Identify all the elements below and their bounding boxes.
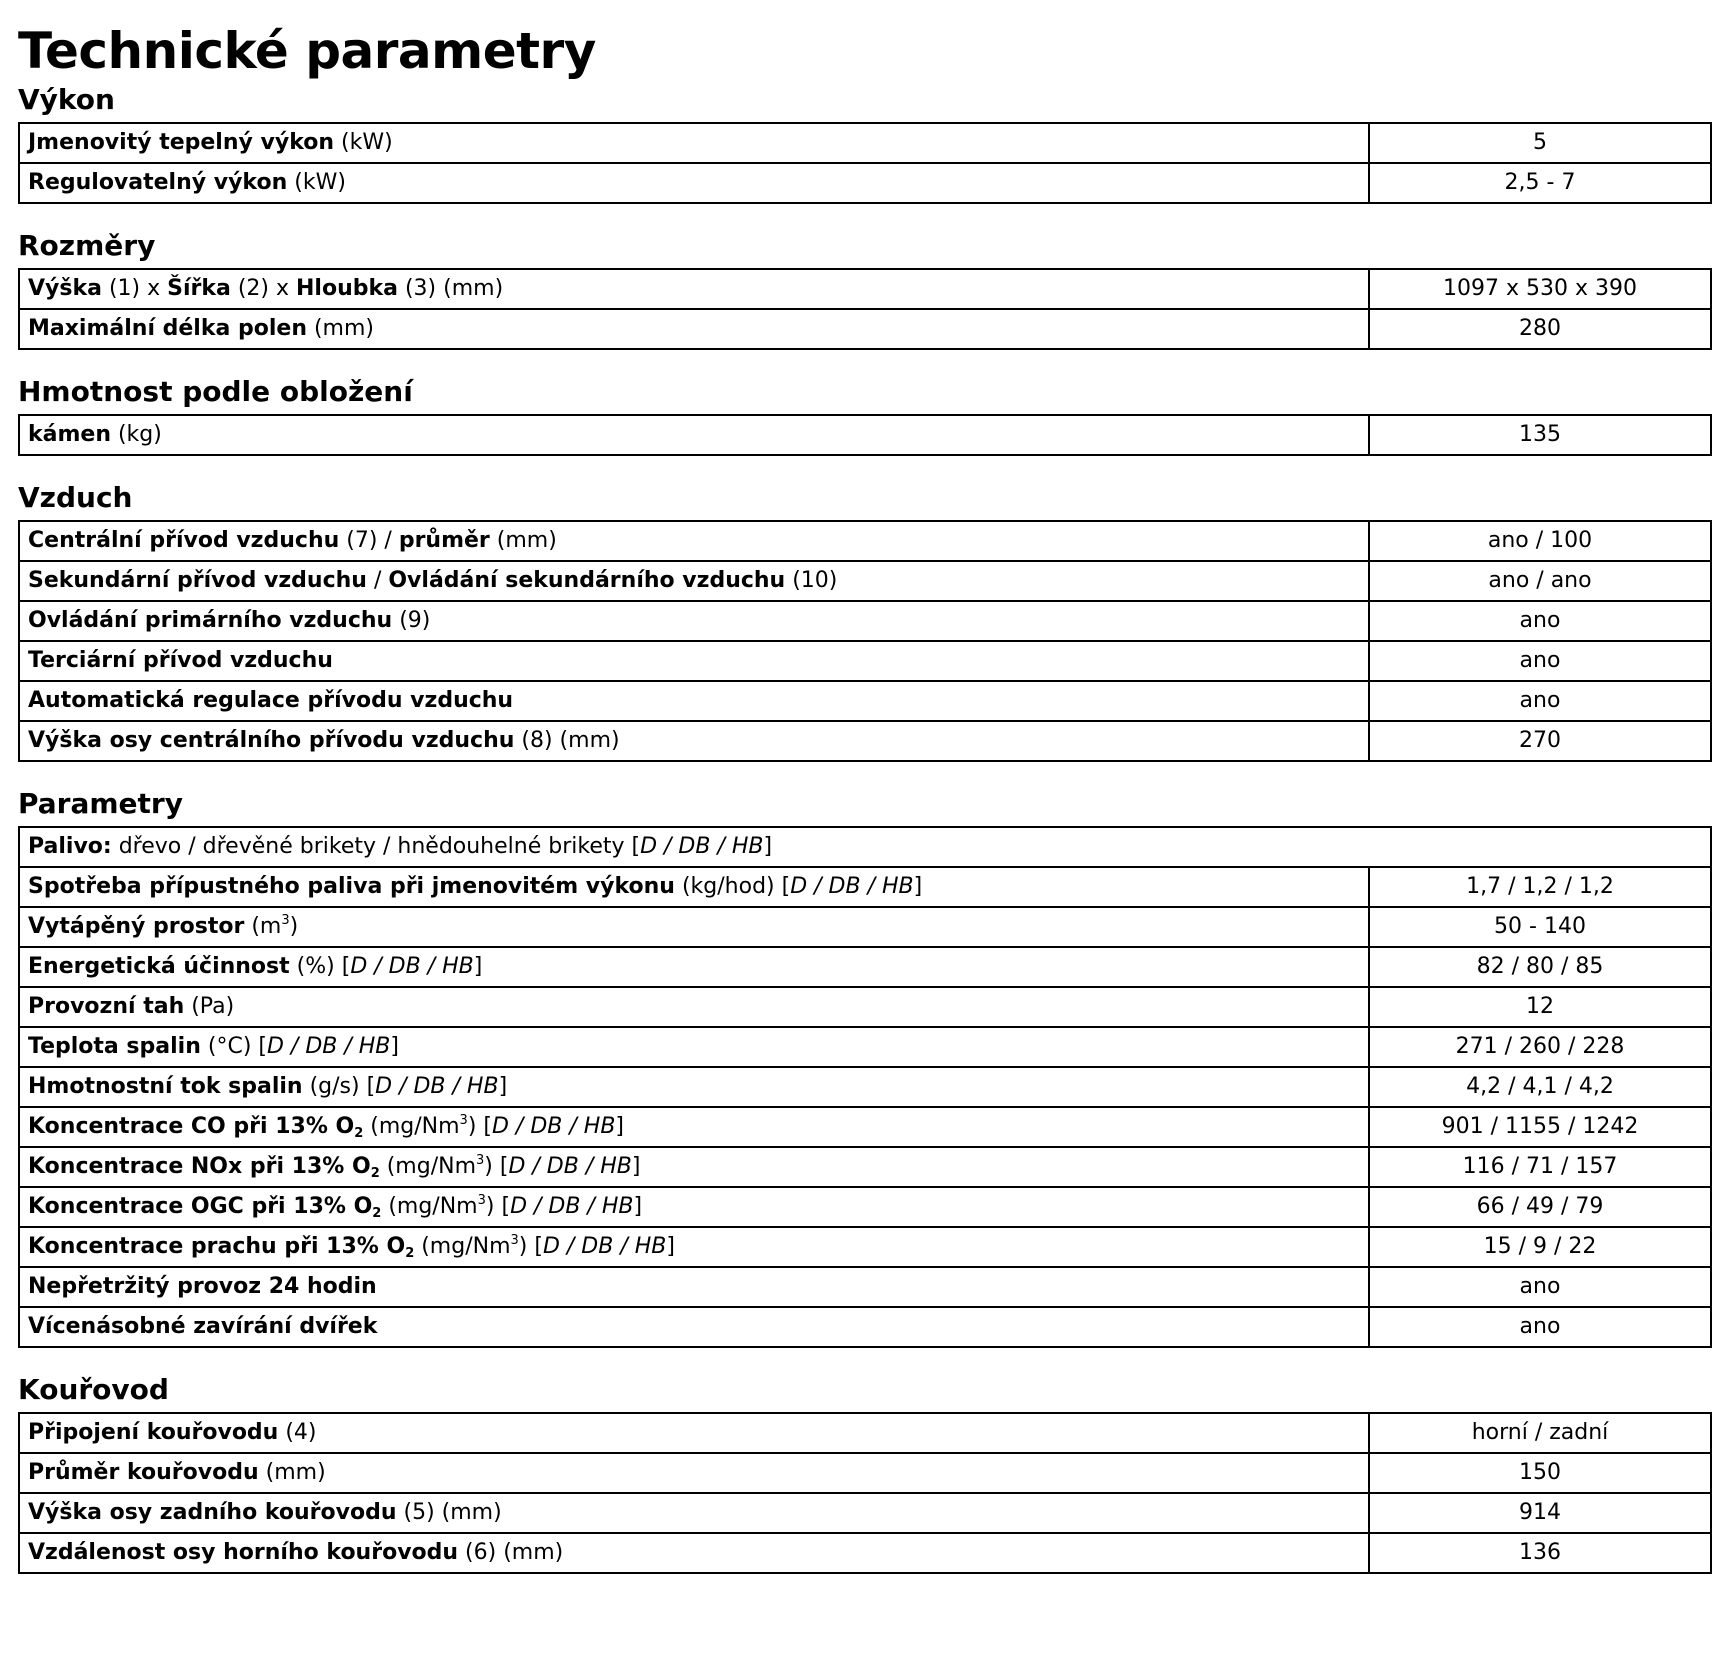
param-label: Výška (1) x Šířka (2) x Hloubka (3) (mm) <box>19 269 1369 309</box>
param-label: Centrální přívod vzduchu (7) / průměr (mm) <box>19 521 1369 561</box>
table-row <box>19 1413 1711 1453</box>
param-value: 280 <box>1369 309 1711 349</box>
param-label: Koncentrace CO při 13% $O_2$ (mg/Nm$^3$) [D / DB / HB] <box>19 1107 1369 1147</box>
param-value: 2,5 - 7 <box>1369 163 1711 203</box>
table-row <box>19 1067 1711 1107</box>
param-label: Průměr kouřovodu (mm) <box>19 1453 1369 1493</box>
table-row <box>19 947 1711 987</box>
table-row <box>19 721 1711 761</box>
table-rozmery <box>18 268 1712 350</box>
table-row <box>19 987 1711 1027</box>
table-row <box>19 1147 1711 1187</box>
param-value: ano / ano <box>1369 561 1711 601</box>
param-label: kámen (kg) <box>19 415 1369 455</box>
table-row <box>19 601 1711 641</box>
param-value: ano <box>1369 601 1711 641</box>
param-value: 5 <box>1369 123 1711 163</box>
param-value: 66 / 49 / 79 <box>1369 1187 1711 1227</box>
param-value: 1,7 / 1,2 / 1,2 <box>1369 867 1711 907</box>
section-heading-vzduch: Vzduch <box>18 481 133 514</box>
param-value: 12 <box>1369 987 1711 1027</box>
table-row <box>19 681 1711 721</box>
table-row <box>19 1533 1711 1573</box>
param-label: Hmotnostní tok spalin (g/s) [D / DB / HB] <box>19 1067 1369 1107</box>
table-row <box>19 309 1711 349</box>
param-value: 271 / 260 / 228 <box>1369 1027 1711 1067</box>
table-row <box>19 1493 1711 1533</box>
param-value: 270 <box>1369 721 1711 761</box>
table-kourovod <box>18 1412 1712 1574</box>
param-label: Ovládání primárního vzduchu (9) <box>19 601 1369 641</box>
palivo-label: Palivo: dřevo / dřevěné brikety / hnědouhelné brikety [D / DB / HB] <box>19 827 1711 867</box>
table-row <box>19 1267 1711 1307</box>
param-value: 1097 x 530 x 390 <box>1369 269 1711 309</box>
section-heading-parametry: Parametry <box>18 787 183 820</box>
table-row-palivo <box>19 827 1711 867</box>
table-hmotnost <box>18 414 1712 456</box>
table-row <box>19 867 1711 907</box>
param-value: 82 / 80 / 85 <box>1369 947 1711 987</box>
param-value: 901 / 1155 / 1242 <box>1369 1107 1711 1147</box>
param-label: Terciární přívod vzduchu <box>19 641 1369 681</box>
param-label: Koncentrace NOx při 13% $O_2$ (mg/Nm$^3$) [D / DB / HB] <box>19 1147 1369 1187</box>
param-label: Koncentrace OGC při 13% $O_2$ (mg/Nm$^3$) [D / DB / HB] <box>19 1187 1369 1227</box>
table-row <box>19 1187 1711 1227</box>
param-value: 136 <box>1369 1533 1711 1573</box>
param-value: ano <box>1369 1267 1711 1307</box>
page-title: Technické parametry <box>18 22 596 80</box>
param-label: Koncentrace prachu při 13% $O_2$ (mg/Nm$^3$) [D / DB / HB] <box>19 1227 1369 1267</box>
param-value: 15 / 9 / 22 <box>1369 1227 1711 1267</box>
table-vzduch <box>18 520 1712 762</box>
table-row <box>19 641 1711 681</box>
param-value: 135 <box>1369 415 1711 455</box>
param-label: Vzdálenost osy horního kouřovodu (6) (mm) <box>19 1533 1369 1573</box>
param-value: 914 <box>1369 1493 1711 1533</box>
table-row <box>19 415 1711 455</box>
param-label: Nepřetržitý provoz 24 hodin <box>19 1267 1369 1307</box>
param-label: Regulovatelný výkon (kW) <box>19 163 1369 203</box>
param-label: Automatická regulace přívodu vzduchu <box>19 681 1369 721</box>
param-label: Jmenovitý tepelný výkon (kW) <box>19 123 1369 163</box>
param-value: ano / 100 <box>1369 521 1711 561</box>
param-value: horní / zadní <box>1369 1413 1711 1453</box>
section-heading-rozmery: Rozměry <box>18 229 156 262</box>
param-value: ano <box>1369 641 1711 681</box>
table-row <box>19 123 1711 163</box>
param-label: Maximální délka polen (mm) <box>19 309 1369 349</box>
table-row <box>19 269 1711 309</box>
param-value: 50 - 140 <box>1369 907 1711 947</box>
param-label: Provozní tah (Pa) <box>19 987 1369 1027</box>
param-label: Připojení kouřovodu (4) <box>19 1413 1369 1453</box>
table-parametry <box>18 826 1712 1348</box>
param-label: Teplota spalin (°C) [D / DB / HB] <box>19 1027 1369 1067</box>
param-value: 116 / 71 / 157 <box>1369 1147 1711 1187</box>
table-row <box>19 561 1711 601</box>
param-value: ano <box>1369 681 1711 721</box>
param-value: ano <box>1369 1307 1711 1347</box>
param-label: Vícenásobné zavírání dvířek <box>19 1307 1369 1347</box>
param-label: Vytápěný prostor $(m^3)$ <box>19 907 1369 947</box>
section-heading-hmotnost: Hmotnost podle obložení <box>18 375 413 408</box>
param-label: Energetická účinnost (%) [D / DB / HB] <box>19 947 1369 987</box>
table-row <box>19 163 1711 203</box>
param-label: Výška osy centrálního přívodu vzduchu (8) (mm) <box>19 721 1369 761</box>
table-row <box>19 1227 1711 1267</box>
param-label: Sekundární přívod vzduchu / Ovládání sekundárního vzduchu (10) <box>19 561 1369 601</box>
table-row <box>19 1453 1711 1493</box>
param-label: Výška osy zadního kouřovodu (5) (mm) <box>19 1493 1369 1533</box>
table-row <box>19 1027 1711 1067</box>
table-vykon <box>18 122 1712 204</box>
section-heading-kourovod: Kouřovod <box>18 1373 169 1406</box>
table-row <box>19 907 1711 947</box>
param-label: Spotřeba přípustného paliva při jmenovitém výkonu (kg/hod) [D / DB / HB] <box>19 867 1369 907</box>
table-row <box>19 1107 1711 1147</box>
table-row <box>19 1307 1711 1347</box>
param-value: 150 <box>1369 1453 1711 1493</box>
section-heading-vykon: Výkon <box>18 83 115 116</box>
param-value: 4,2 / 4,1 / 4,2 <box>1369 1067 1711 1107</box>
table-row <box>19 521 1711 561</box>
